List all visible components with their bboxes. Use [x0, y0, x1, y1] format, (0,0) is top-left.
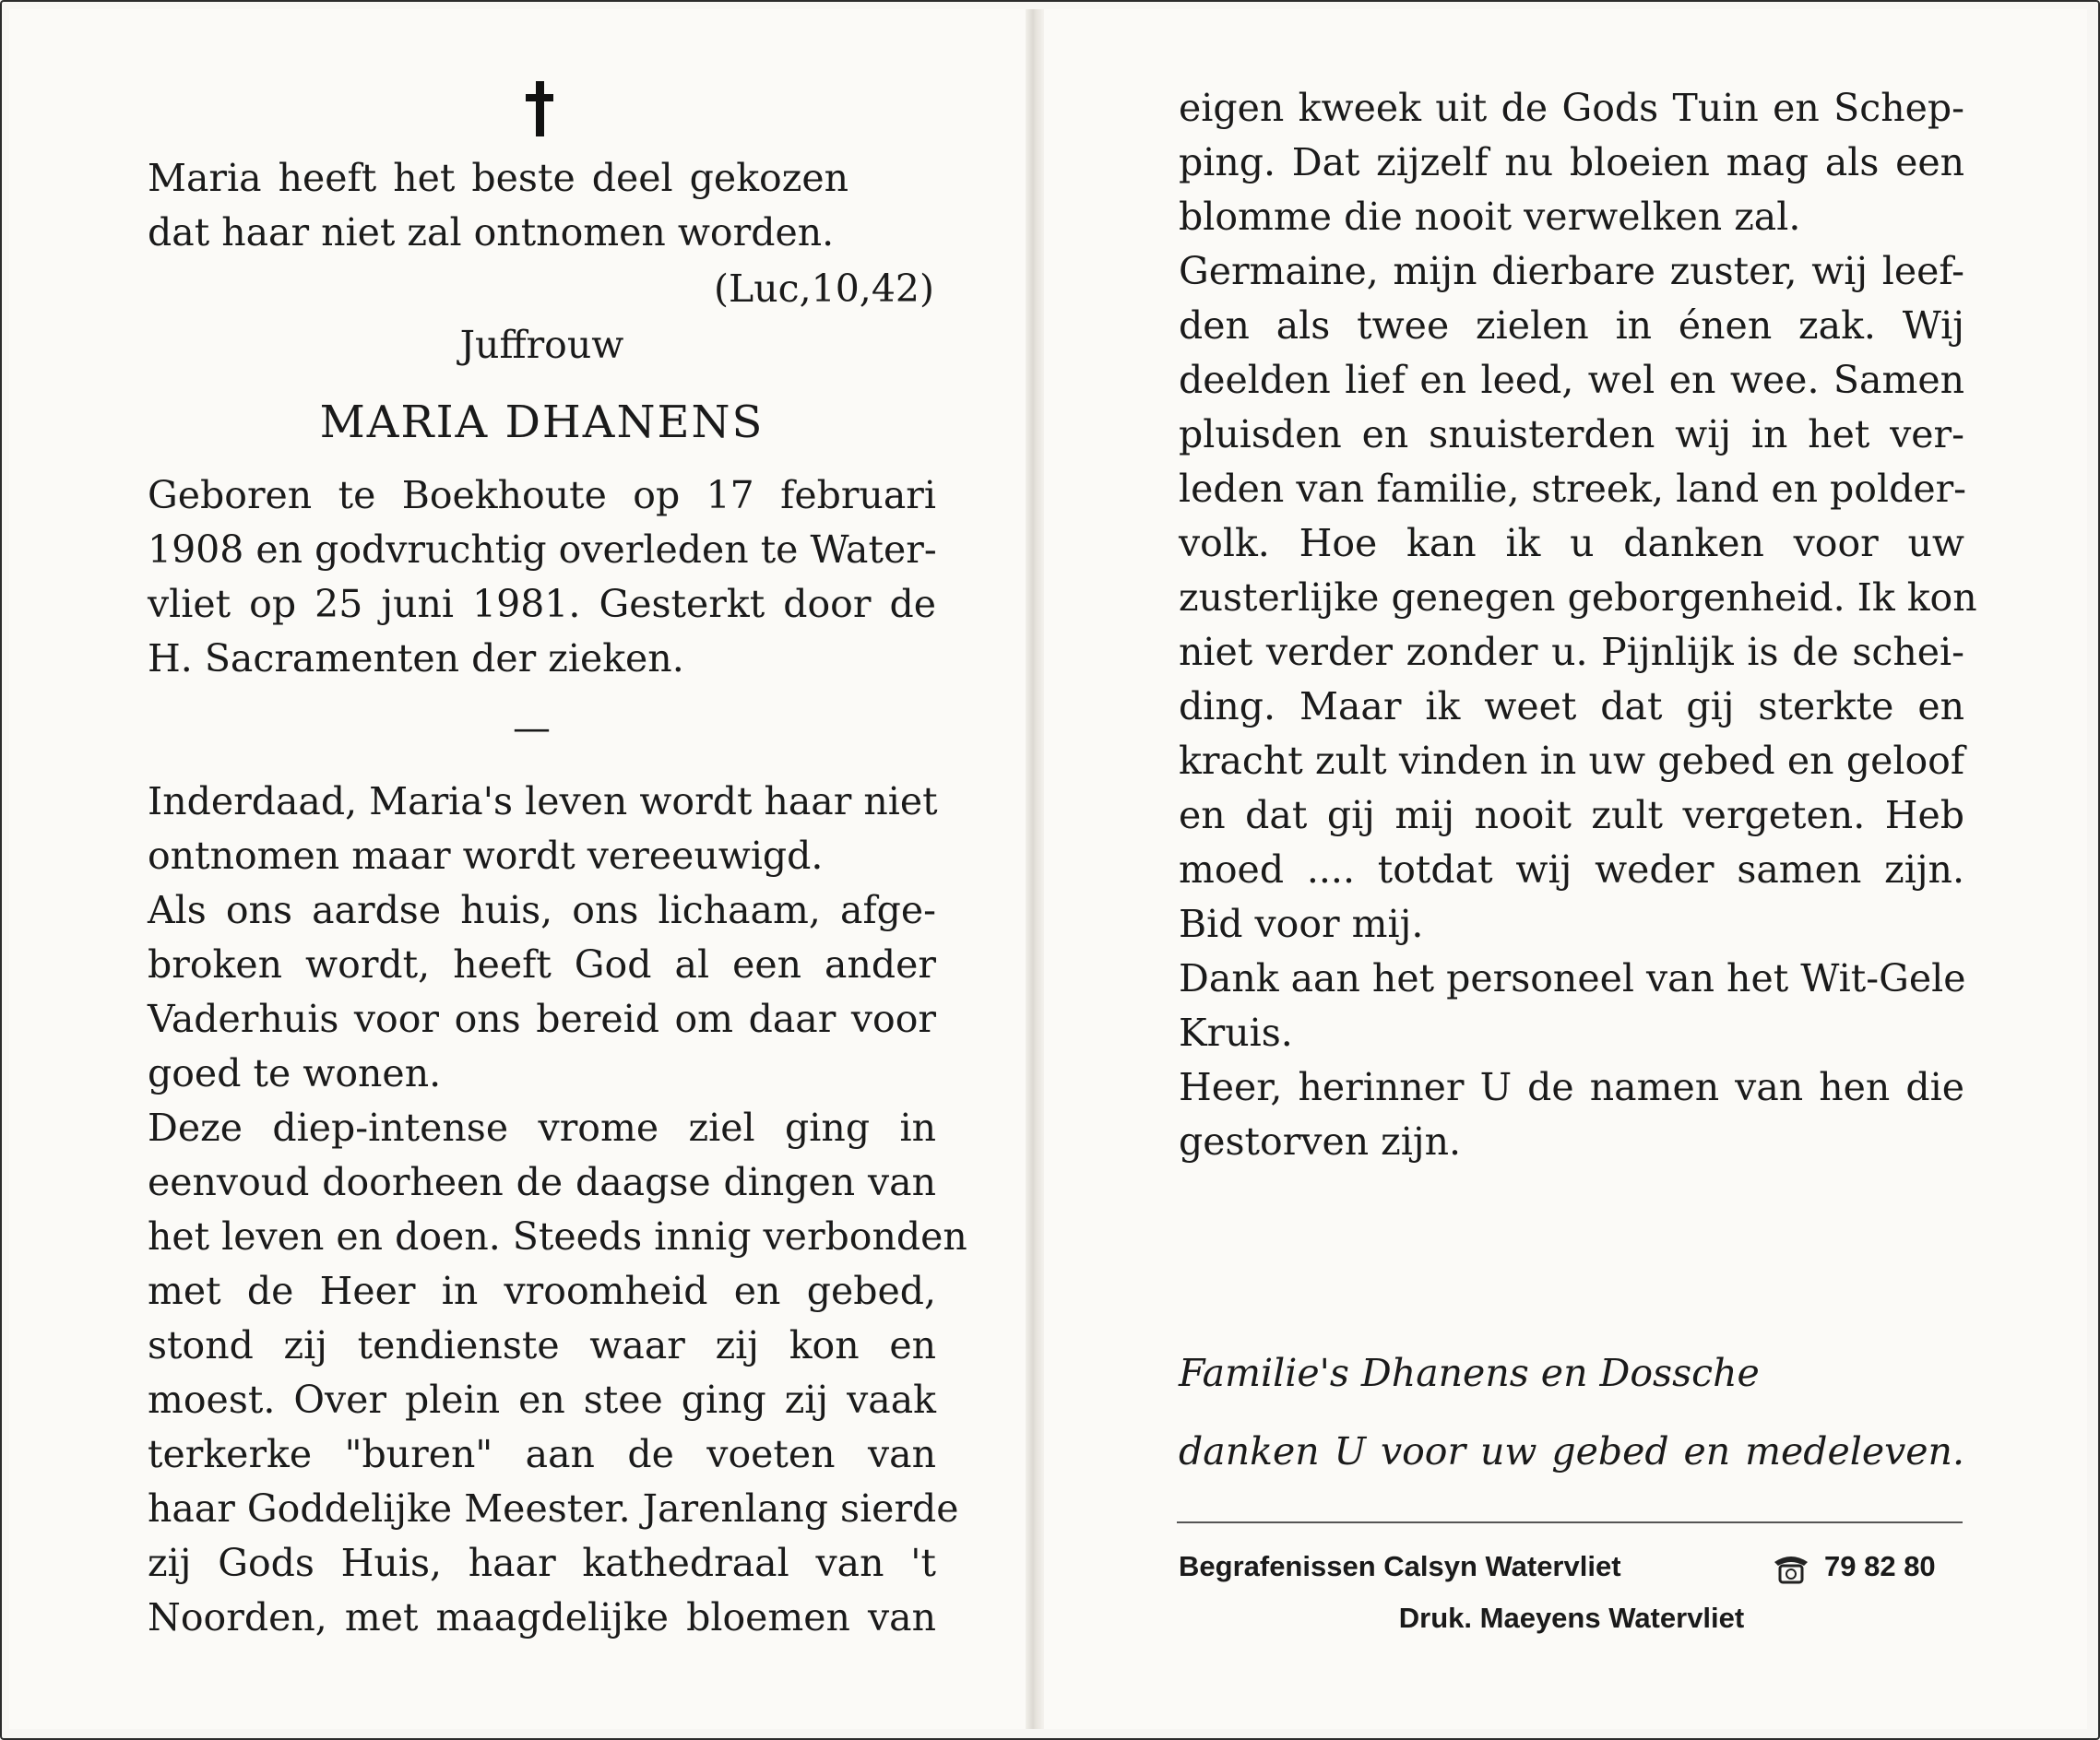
- divider-rule: [1177, 1521, 1963, 1523]
- text-line: met de Heer in vroomheid en gebed,: [148, 1269, 936, 1313]
- text-line: Heer, herinner U de namen van hen die: [1179, 1065, 1964, 1109]
- bible-quote: [148, 151, 848, 260]
- phone-number: 79 82 80: [1824, 1550, 1936, 1582]
- text-line: gestorven zijn.: [1179, 1119, 1462, 1164]
- family-thanks-line: danken U voor uw gebed en medeleven.: [1179, 1429, 1964, 1474]
- text-line: zusterlijke genegen geborgenheid. Ik kon: [1179, 575, 1977, 620]
- text-line: Kruis.: [1179, 1011, 1293, 1055]
- bio-line: 1908 en godvruchtig overleden te Water-: [148, 527, 937, 572]
- text-line: blomme die nooit verwelken zal.: [1179, 195, 1801, 239]
- text-line: deelden lief en leed, wel en wee. Samen: [1179, 358, 1964, 402]
- telephone-icon: [1771, 1551, 1811, 1584]
- bio-line: H. Sacramenten der zieken.: [148, 636, 684, 681]
- right-text: [1179, 81, 1977, 1169]
- quote-line: Maria heeft het beste deel gekozen: [148, 156, 848, 200]
- divider: —: [513, 705, 551, 750]
- biography: [148, 468, 936, 686]
- text-line: Inderdaad, Maria's leven wordt haar niet: [148, 779, 938, 823]
- printer: Druk. Maeyens Watervliet: [1398, 1602, 1745, 1634]
- text-line: zij Gods Huis, haar kathedraal van 't: [148, 1541, 936, 1585]
- text-line: broken wordt, heeft God al een ander: [148, 942, 936, 987]
- text-line: Deze diep-intense vrome ziel ging in: [148, 1106, 936, 1150]
- text-line: pluisden en snuisterden wij in het ver-: [1179, 412, 1964, 456]
- text-line: Vaderhuis voor ons bereid om daar voor: [148, 997, 936, 1041]
- text-line: moed .... totdat wij weder samen zijn.: [1179, 847, 1964, 892]
- text-line: volk. Hoe kan ik u danken voor uw: [1179, 521, 1964, 565]
- text-line: het leven en doen. Steeds innig verbonden: [148, 1214, 967, 1259]
- bio-line: Geboren te Boekhoute op 17 februari: [148, 473, 936, 517]
- text-line: stond zij tendienste waar zij kon en: [148, 1323, 936, 1367]
- text-line: eigen kweek uit de Gods Tuin en Schep-: [1179, 86, 1964, 130]
- text-line: goed te wonen.: [148, 1051, 442, 1095]
- text-line: den als twee zielen in énen zak. Wij: [1179, 303, 1964, 348]
- text-line: leden van familie, streek, land en polder-: [1179, 467, 1967, 511]
- text-line: moest. Over plein en stee ging zij vaak: [148, 1378, 936, 1422]
- text-line: ding. Maar ik weet dat gij sterkte en: [1179, 684, 1964, 728]
- undertaker: Begrafenissen Calsyn Watervliet: [1179, 1550, 1621, 1582]
- deceased-name: MARIA DHANENS: [319, 397, 765, 448]
- text-line: ontnomen maar wordt vereeuwigd.: [148, 834, 824, 878]
- quote-reference: (Luc,10,42): [714, 266, 934, 311]
- quote-line: dat haar niet zal ontnomen worden.: [148, 210, 835, 254]
- cross-icon: [526, 81, 553, 136]
- text-line: terkerke "buren" aan de voeten van: [148, 1432, 936, 1476]
- text-line: ping. Dat zijzelf nu bloeien mag als een: [1179, 140, 1964, 184]
- text-line: niet verder zonder u. Pijnlijk is de schei-: [1179, 630, 1964, 674]
- text-line: eenvoud doorheen de daagse dingen van: [148, 1160, 936, 1204]
- text-line: Als ons aardse huis, ons lichaam, afge-: [148, 888, 936, 932]
- text-line: Noorden, met maagdelijke bloemen van: [148, 1595, 936, 1639]
- bio-line: vliet op 25 juni 1981. Gesterkt door de: [148, 582, 936, 626]
- title: Juffrouw: [459, 323, 624, 367]
- left-text: [148, 775, 967, 1645]
- text-line: en dat gij mij nooit zult vergeten. Heb: [1179, 793, 1964, 837]
- family-thanks-line: Familie's Dhanens en Dossche: [1179, 1351, 1760, 1395]
- text-line: Bid voor mij.: [1179, 902, 1424, 946]
- text-line: haar Goddelijke Meester. Jarenlang sierde: [148, 1486, 959, 1531]
- text-line: Germaine, mijn dierbare zuster, wij leef-: [1179, 249, 1964, 293]
- text-line: Dank aan het personeel van het Wit-Gele: [1179, 956, 1966, 1000]
- card-fold: [1026, 9, 1044, 1729]
- text-line: kracht zult vinden in uw gebed en geloof: [1179, 739, 1964, 783]
